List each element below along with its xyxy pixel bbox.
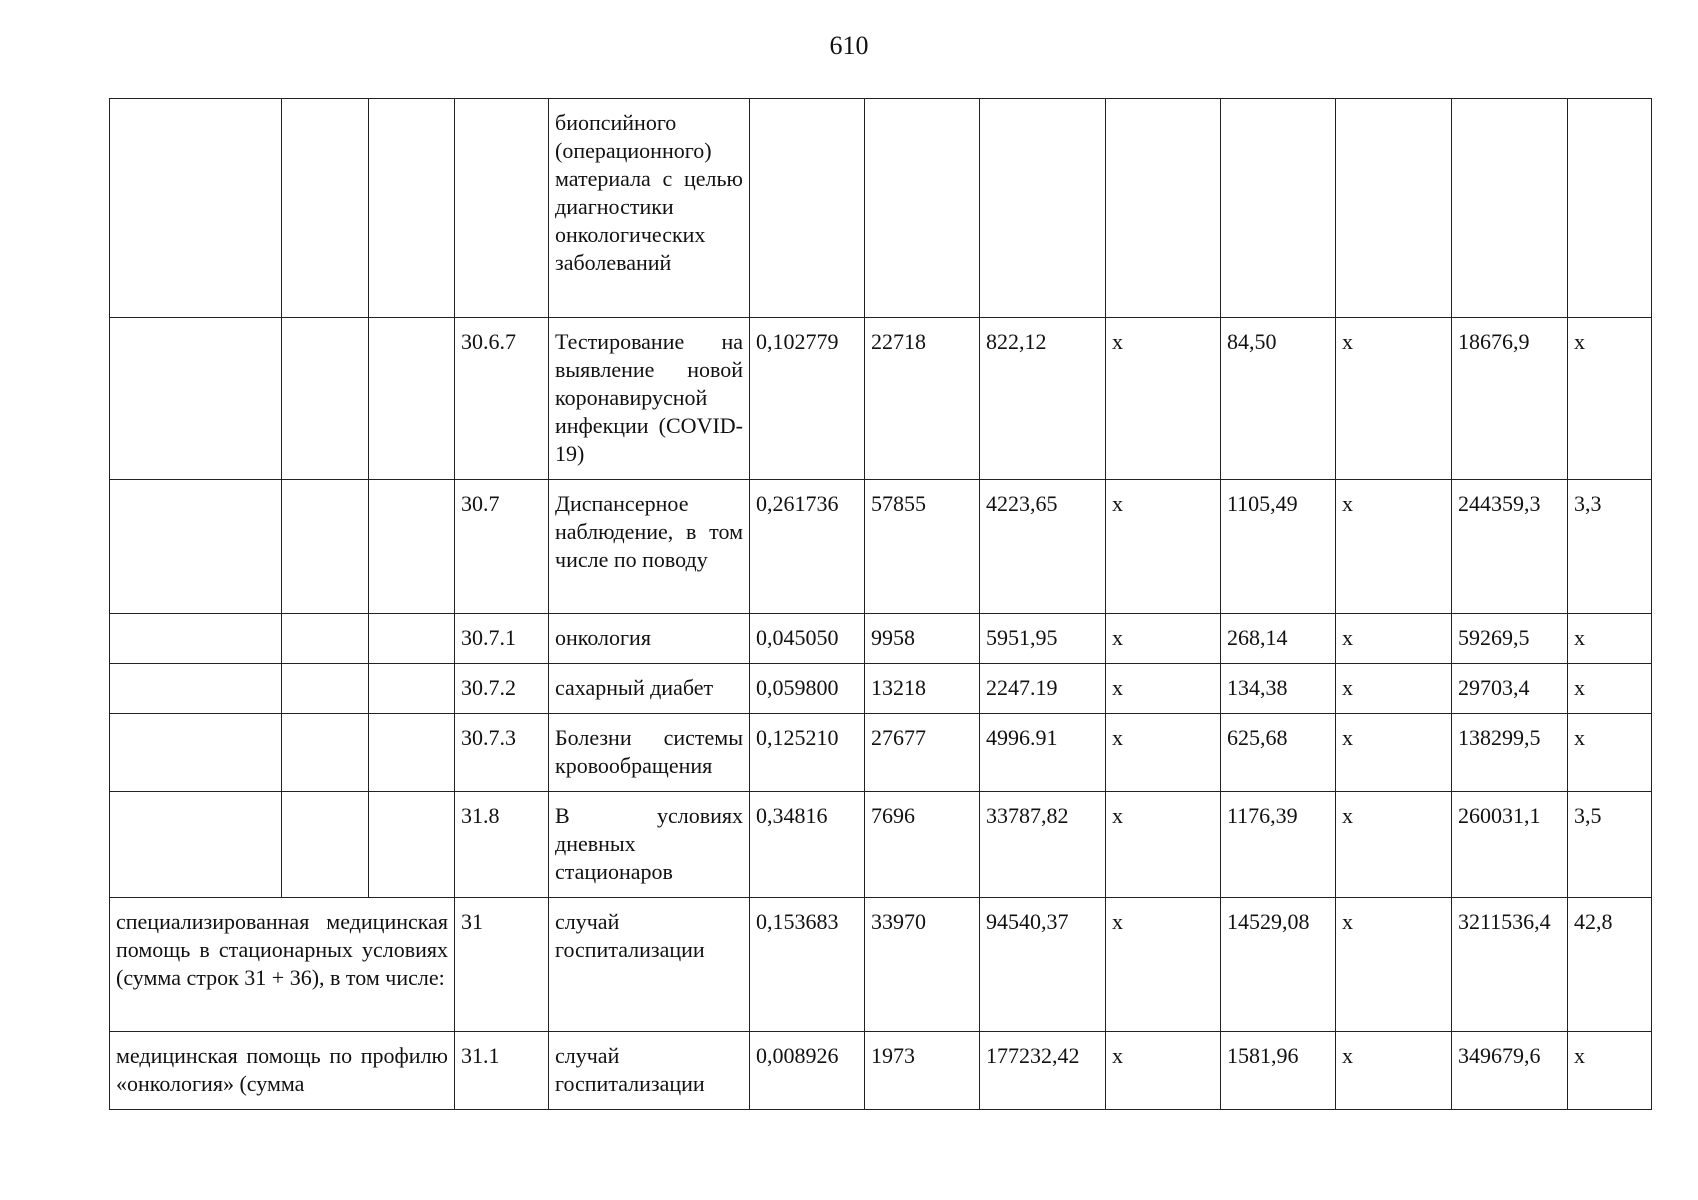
value-cell: х [1568,714,1652,792]
value-cell: 134,38 [1221,664,1336,714]
row-code: 30.6.7 [455,318,549,480]
table-cell [282,714,369,792]
table-row [110,898,1652,1032]
value-cell: х [1568,318,1652,480]
value-cell: х [1336,480,1452,614]
value-cell: 1973 [865,1032,980,1110]
value-cell: х [1568,664,1652,714]
page-number: 610 [829,31,869,60]
row-code: 30.7 [455,480,549,614]
value-cell: х [1336,714,1452,792]
value-cell: 22718 [865,318,980,480]
value-cell [1568,99,1652,318]
row-name: случай госпитализации [549,1032,750,1110]
row-name: Диспансерное наблюдение, в том числе по поводу [549,480,750,614]
value-cell: х [1336,318,1452,480]
value-cell: 260031,1 [1452,792,1568,898]
value-cell: 4996.91 [980,714,1106,792]
table-cell [369,318,455,480]
table-row [110,714,1652,792]
table-row [110,664,1652,714]
value-cell: 33787,82 [980,792,1106,898]
row-name: онкология [549,614,750,664]
value-cell: 349679,6 [1452,1032,1568,1110]
table-cell [369,714,455,792]
table-row [110,318,1652,480]
value-cell: 59269,5 [1452,614,1568,664]
value-cell: 84,50 [1221,318,1336,480]
value-cell: х [1336,792,1452,898]
value-cell: х [1336,898,1452,1032]
value-cell: 244359,3 [1452,480,1568,614]
table-cell [110,480,282,614]
value-cell: 0,153683 [750,898,865,1032]
value-cell: х [1336,614,1452,664]
row-name: случай госпитализации [549,898,750,1032]
value-cell: 177232,42 [980,1032,1106,1110]
table-cell [110,614,282,664]
value-cell: 5951,95 [980,614,1106,664]
table-cell [282,664,369,714]
section-title: специализированная медицинская помощь в стационарных условиях (сумма строк 31 + 36), в том числе: [110,898,455,1032]
row-code: 30.7.2 [455,664,549,714]
value-cell: х [1106,898,1221,1032]
row-code: 31.8 [455,792,549,898]
value-cell: 822,12 [980,318,1106,480]
value-cell: 625,68 [1221,714,1336,792]
row-code: 31 [455,898,549,1032]
value-cell [1452,99,1568,318]
value-cell: х [1106,614,1221,664]
row-name: биопсийного (операционного) материала с целью диагностики онкологических заболеваний [549,99,750,318]
table-cell [369,792,455,898]
value-cell: х [1106,714,1221,792]
table-row [110,614,1652,664]
value-cell [1106,99,1221,318]
value-cell [980,99,1106,318]
value-cell: 0,34816 [750,792,865,898]
table-cell [110,318,282,480]
table-cell [369,664,455,714]
value-cell: 18676,9 [1452,318,1568,480]
value-cell: 4223,65 [980,480,1106,614]
table-cell [369,480,455,614]
value-cell: 1581,96 [1221,1032,1336,1110]
value-cell: 3211536,4 [1452,898,1568,1032]
value-cell: х [1568,1032,1652,1110]
table-row [110,99,1652,318]
value-cell: 268,14 [1221,614,1336,664]
section-title: медицинская помощь по профилю «онкология» (сумма [110,1032,455,1110]
value-cell: 1176,39 [1221,792,1336,898]
value-cell [865,99,980,318]
value-cell: 42,8 [1568,898,1652,1032]
value-cell: х [1106,480,1221,614]
value-cell: 0,261736 [750,480,865,614]
value-cell: 0,125210 [750,714,865,792]
value-cell: 9958 [865,614,980,664]
row-name: Тестирование на выявление новой коронавирусной инфекции (COVID-19) [549,318,750,480]
value-cell: 7696 [865,792,980,898]
value-cell: 3,5 [1568,792,1652,898]
row-code: 30.7.1 [455,614,549,664]
table-cell [369,99,455,318]
table-cell [110,664,282,714]
value-cell: 3,3 [1568,480,1652,614]
value-cell: х [1106,664,1221,714]
value-cell: 13218 [865,664,980,714]
table-cell [282,318,369,480]
row-name: Болезни системы кровообращения [549,714,750,792]
value-cell: 57855 [865,480,980,614]
row-name: сахарный диабет [549,664,750,714]
value-cell: 0,102779 [750,318,865,480]
value-cell: 2247.19 [980,664,1106,714]
value-cell [1336,99,1452,318]
value-cell: 27677 [865,714,980,792]
table-cell [110,714,282,792]
table-cell [282,614,369,664]
value-cell: х [1568,614,1652,664]
table-cell [369,614,455,664]
value-cell: 29703,4 [1452,664,1568,714]
value-cell: 1105,49 [1221,480,1336,614]
row-code: 31.1 [455,1032,549,1110]
data-table [109,98,1652,1110]
value-cell [750,99,865,318]
table-row [110,792,1652,898]
value-cell: х [1336,664,1452,714]
table-cell [282,792,369,898]
value-cell: 94540,37 [980,898,1106,1032]
value-cell: 0,059800 [750,664,865,714]
value-cell: 0,045050 [750,614,865,664]
value-cell: 138299,5 [1452,714,1568,792]
value-cell: 33970 [865,898,980,1032]
value-cell: х [1106,318,1221,480]
row-code [455,99,549,318]
table-cell [282,480,369,614]
value-cell: х [1336,1032,1452,1110]
table-row [110,1032,1652,1110]
value-cell: 14529,08 [1221,898,1336,1032]
table-cell [110,792,282,898]
row-code: 30.7.3 [455,714,549,792]
value-cell: 0,008926 [750,1032,865,1110]
row-name: В условиях дневных стационаров [549,792,750,898]
value-cell: х [1106,1032,1221,1110]
table-cell [110,99,282,318]
value-cell: х [1106,792,1221,898]
table-cell [282,99,369,318]
value-cell [1221,99,1336,318]
table-row [110,480,1652,614]
